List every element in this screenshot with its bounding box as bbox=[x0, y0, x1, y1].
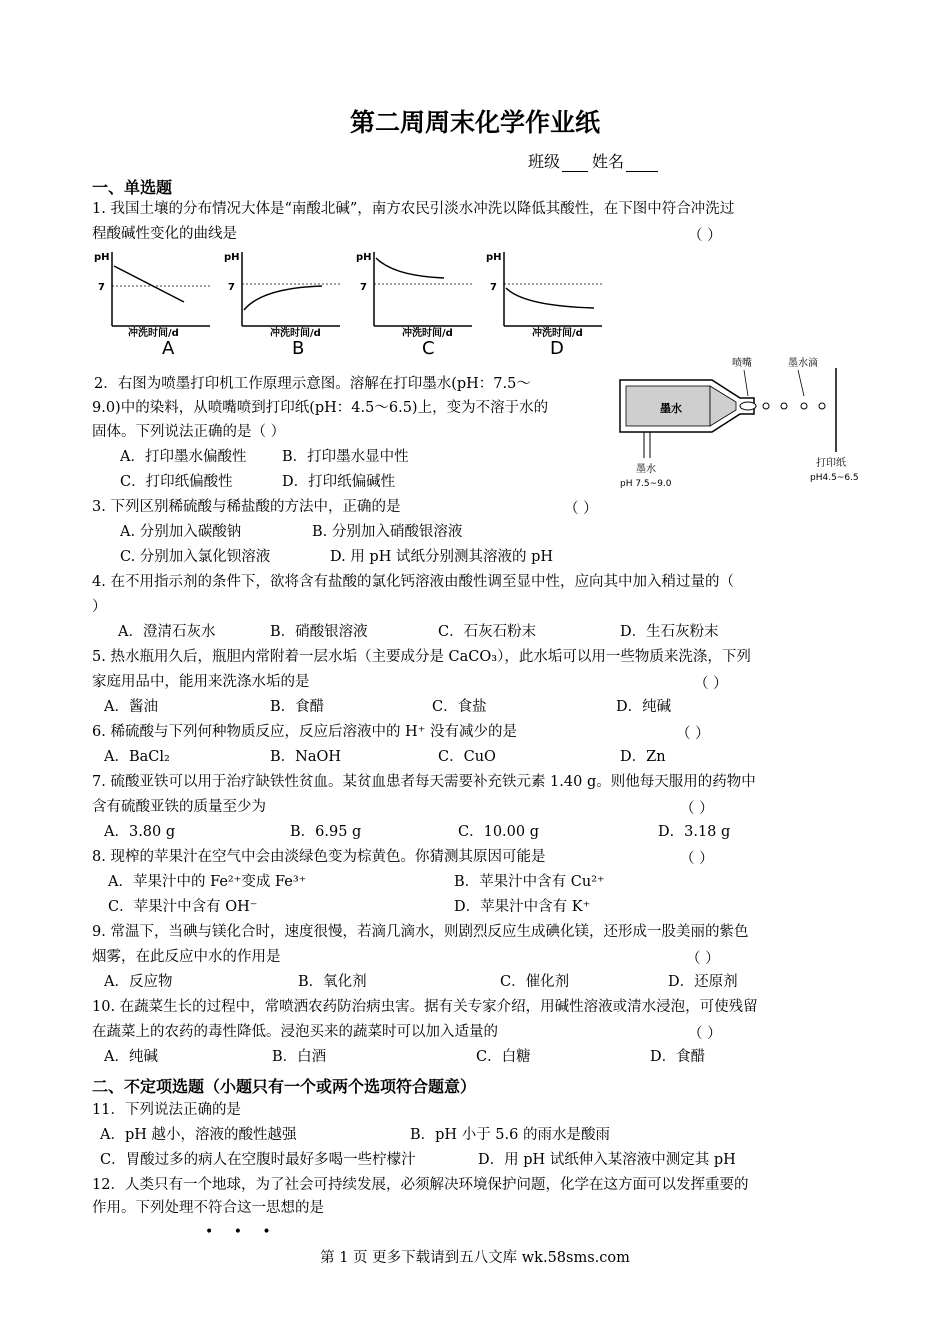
q10-option-c: C．白糖 bbox=[476, 1049, 531, 1065]
q8-option-b: B．苹果汁中含有 Cu²⁺ bbox=[454, 874, 605, 890]
q2-line1: 2．右图为喷墨打印机工作原理示意图。溶解在打印墨水(pH：7.5～ bbox=[94, 376, 531, 392]
fig-drops-label: 墨水滴 bbox=[788, 358, 818, 369]
q4-option-b: B．硝酸银溶液 bbox=[270, 624, 368, 640]
q12-line1: 12．人类只有一个地球，为了社会可持续发展，必须解决环境保护问题，化学在这方面可以发挥重要的 bbox=[92, 1177, 749, 1193]
q4-option-d: D．生石灰粉末 bbox=[620, 624, 719, 640]
q6-option-b: B．NaOH bbox=[270, 749, 342, 765]
graph-b bbox=[224, 252, 340, 359]
q5-option-c: C．食盐 bbox=[432, 699, 487, 715]
section-heading-multi-choice: 二、不定项选题（小题只有一个或两个选项符合题意） bbox=[92, 1077, 477, 1096]
q3-option-a: A. 分别加入碳酸钠 bbox=[120, 524, 242, 540]
class-label: 班级 bbox=[528, 152, 561, 171]
q7-option-d: D．3.18 g bbox=[658, 824, 731, 840]
q5-answer-paren: （ ） bbox=[694, 676, 728, 692]
emphasis-dots: • • • bbox=[205, 1224, 279, 1240]
q7-option-c: C．10.00 g bbox=[458, 824, 539, 840]
fig-ink-ph: pH 7.5~9.0 bbox=[620, 479, 672, 489]
graph-a bbox=[94, 252, 210, 359]
q4-option-a: A．澄清石灰水 bbox=[118, 624, 216, 640]
q8-option-d: D．苹果汁中含有 K⁺ bbox=[454, 899, 591, 915]
graph-d-seven: 7 bbox=[490, 282, 497, 293]
q11-line1: 11．下列说法正确的是 bbox=[92, 1102, 241, 1118]
graph-a-ylabel: pH bbox=[94, 252, 110, 263]
q1-ph-graphs bbox=[92, 244, 612, 360]
q1-answer-paren: （ ） bbox=[688, 228, 722, 244]
graph-a-xlabel: 冲洗时间/d bbox=[128, 328, 179, 339]
q9-line2: 烟雾，在此反应中水的作用是 bbox=[92, 949, 281, 965]
q7-answer-paren: （ ） bbox=[680, 801, 714, 817]
q2-line2: 9.0)中的染料，从喷嘴喷到打印纸(pH：4.5～6.5)上，变为不溶于水的 bbox=[92, 400, 549, 416]
q3-option-d: D. 用 pH 试纸分别测其溶液的 pH bbox=[330, 549, 554, 565]
q1-line1: 1. 我国土壤的分布情况大体是“南酸北碱”，南方农民引淡水冲洗以降低其酸性，在下图中符合冲洗过 bbox=[92, 201, 735, 217]
q8-option-a: A．苹果汁中的 Fe²⁺变成 Fe³⁺ bbox=[108, 874, 307, 890]
graph-c-ylabel: pH bbox=[356, 252, 372, 263]
q1-line2: 程酸碱性变化的曲线是 bbox=[92, 226, 237, 242]
fig-ink-inside: 墨水 bbox=[660, 402, 682, 415]
q2-option-c: C．打印纸偏酸性 bbox=[120, 474, 233, 490]
q7-option-b: B．6.95 g bbox=[290, 824, 362, 840]
q11-option-d: D．用 pH 试纸伸入某溶液中测定其 pH bbox=[478, 1152, 736, 1168]
q9-option-c: C．催化剂 bbox=[500, 974, 570, 990]
graph-d-letter: D bbox=[550, 338, 564, 359]
graph-b-letter: B bbox=[292, 338, 305, 359]
q3-option-b: B. 分别加入硝酸银溶液 bbox=[312, 524, 463, 540]
q11-option-a: A．pH 越小，溶液的酸性越强 bbox=[100, 1127, 297, 1143]
graph-d-xlabel: 冲洗时间/d bbox=[532, 328, 583, 339]
graph-d bbox=[486, 252, 602, 359]
q8-line1: 8. 现榨的苹果汁在空气中会由淡绿色变为棕黄色。你猜测其原因可能是 bbox=[92, 849, 546, 865]
class-blank bbox=[562, 155, 588, 172]
page-title: 第二周周末化学作业纸 bbox=[349, 108, 600, 137]
q4-option-c: C．石灰石粉末 bbox=[438, 624, 537, 640]
q2-line3: 固体。下列说法正确的是（ ） bbox=[92, 424, 286, 440]
q5-option-a: A．酱油 bbox=[104, 699, 158, 715]
page-footer: 第 1 页 更多下载请到五八文库 wk.58sms.com bbox=[320, 1250, 630, 1266]
q3-line1: 3. 下列区别稀硫酸与稀盐酸的方法中，正确的是 bbox=[92, 499, 401, 515]
graph-c bbox=[356, 252, 472, 359]
q6-line1: 6. 稀硫酸与下列何种物质反应，反应后溶液中的 H⁺ 没有减少的是 bbox=[92, 724, 517, 740]
q5-option-b: B．食醋 bbox=[270, 699, 325, 715]
q2-option-a: A．打印墨水偏酸性 bbox=[120, 449, 247, 465]
name-blank bbox=[626, 155, 658, 172]
fig-ink-label: 墨水 bbox=[636, 464, 656, 475]
graph-c-xlabel: 冲洗时间/d bbox=[402, 328, 453, 339]
q2-option-d: D．打印纸偏碱性 bbox=[282, 474, 396, 490]
q6-option-a: A．BaCl₂ bbox=[104, 749, 170, 765]
q10-option-d: D．食醋 bbox=[650, 1049, 706, 1065]
q7-option-a: A．3.80 g bbox=[104, 824, 176, 840]
q5-line2: 家庭用品中，能用来洗涤水垢的是 bbox=[92, 674, 310, 690]
section-heading-single-choice: 一、单选题 bbox=[92, 178, 173, 197]
q5-option-d: D．纯碱 bbox=[616, 699, 672, 715]
q10-line2: 在蔬菜上的农药的毒性降低。浸泡买来的蔬菜时可以加入适量的 bbox=[92, 1024, 498, 1040]
q8-answer-paren: （ ） bbox=[680, 851, 714, 867]
q10-line1: 10. 在蔬菜生长的过程中，常喷洒农药防治病虫害。据有关专家介绍，用碱性溶液或清水浸泡，可使残留 bbox=[92, 999, 758, 1015]
q9-option-a: A．反应物 bbox=[104, 974, 173, 990]
q10-option-b: B．白酒 bbox=[272, 1049, 327, 1065]
q8-option-c: C．苹果汁中含有 OH⁻ bbox=[108, 899, 258, 915]
q10-answer-paren: （ ） bbox=[688, 1026, 722, 1042]
graph-c-seven: 7 bbox=[360, 282, 367, 293]
q9-line1: 9. 常温下，当碘与镁化合时，速度很慢，若滴几滴水，则剧烈反应生成碘化镁，还形成一股美丽的紫色 bbox=[92, 924, 749, 940]
q9-option-b: B．氧化剂 bbox=[298, 974, 367, 990]
q12-line2: 作用。下列处理不符合这一思想的是 bbox=[92, 1200, 324, 1216]
q6-option-d: D．Zn bbox=[620, 749, 666, 765]
fig-paper-label: 打印纸 bbox=[816, 458, 846, 469]
q6-answer-paren: （ ） bbox=[676, 726, 710, 742]
q11-option-b: B．pH 小于 5.6 的雨水是酸雨 bbox=[410, 1127, 610, 1143]
graph-a-letter: A bbox=[162, 338, 175, 359]
q5-line1: 5. 热水瓶用久后，瓶胆内常附着一层水垢（主要成分是 CaCO₃），此水垢可以用一些物质来洗涤，下列 bbox=[92, 649, 751, 665]
graph-b-xlabel: 冲洗时间/d bbox=[270, 328, 321, 339]
q3-answer-paren: （ ） bbox=[564, 501, 598, 517]
q9-answer-paren: （ ） bbox=[686, 951, 720, 967]
graph-b-seven: 7 bbox=[228, 282, 235, 293]
graph-b-ylabel: pH bbox=[224, 252, 240, 263]
q2-inkjet-diagram bbox=[612, 350, 862, 490]
q7-line1: 7. 硫酸亚铁可以用于治疗缺铁性贫血。某贫血患者每天需要补充铁元素 1.40 g。则他每天服用的药物中 bbox=[92, 774, 756, 790]
fig-nozzle-label: 喷嘴 bbox=[732, 358, 752, 369]
graph-c-letter: C bbox=[422, 338, 435, 359]
q4-line1: 4. 在不用指示剂的条件下，欲将含有盐酸的氯化钙溶液由酸性调至显中性，应向其中加入稍过量的（ bbox=[92, 574, 734, 590]
q3-option-c: C. 分别加入氯化钡溶液 bbox=[120, 549, 271, 565]
q6-option-c: C．CuO bbox=[438, 749, 496, 765]
q11-option-c: C．胃酸过多的病人在空腹时最好多喝一些柠檬汁 bbox=[100, 1152, 416, 1168]
fig-paper-ph: pH4.5~6.5 bbox=[810, 473, 859, 483]
graph-d-ylabel: pH bbox=[486, 252, 502, 263]
q2-option-b: B．打印墨水显中性 bbox=[282, 449, 409, 465]
name-label: 姓名 bbox=[592, 152, 625, 171]
q9-option-d: D．还原剂 bbox=[668, 974, 738, 990]
q10-option-a: A．纯碱 bbox=[104, 1049, 158, 1065]
q7-line2: 含有硫酸亚铁的质量至少为 bbox=[92, 799, 266, 815]
q4-line2: ） bbox=[92, 599, 107, 615]
class-name-line bbox=[528, 149, 662, 172]
graph-a-seven: 7 bbox=[98, 282, 105, 293]
